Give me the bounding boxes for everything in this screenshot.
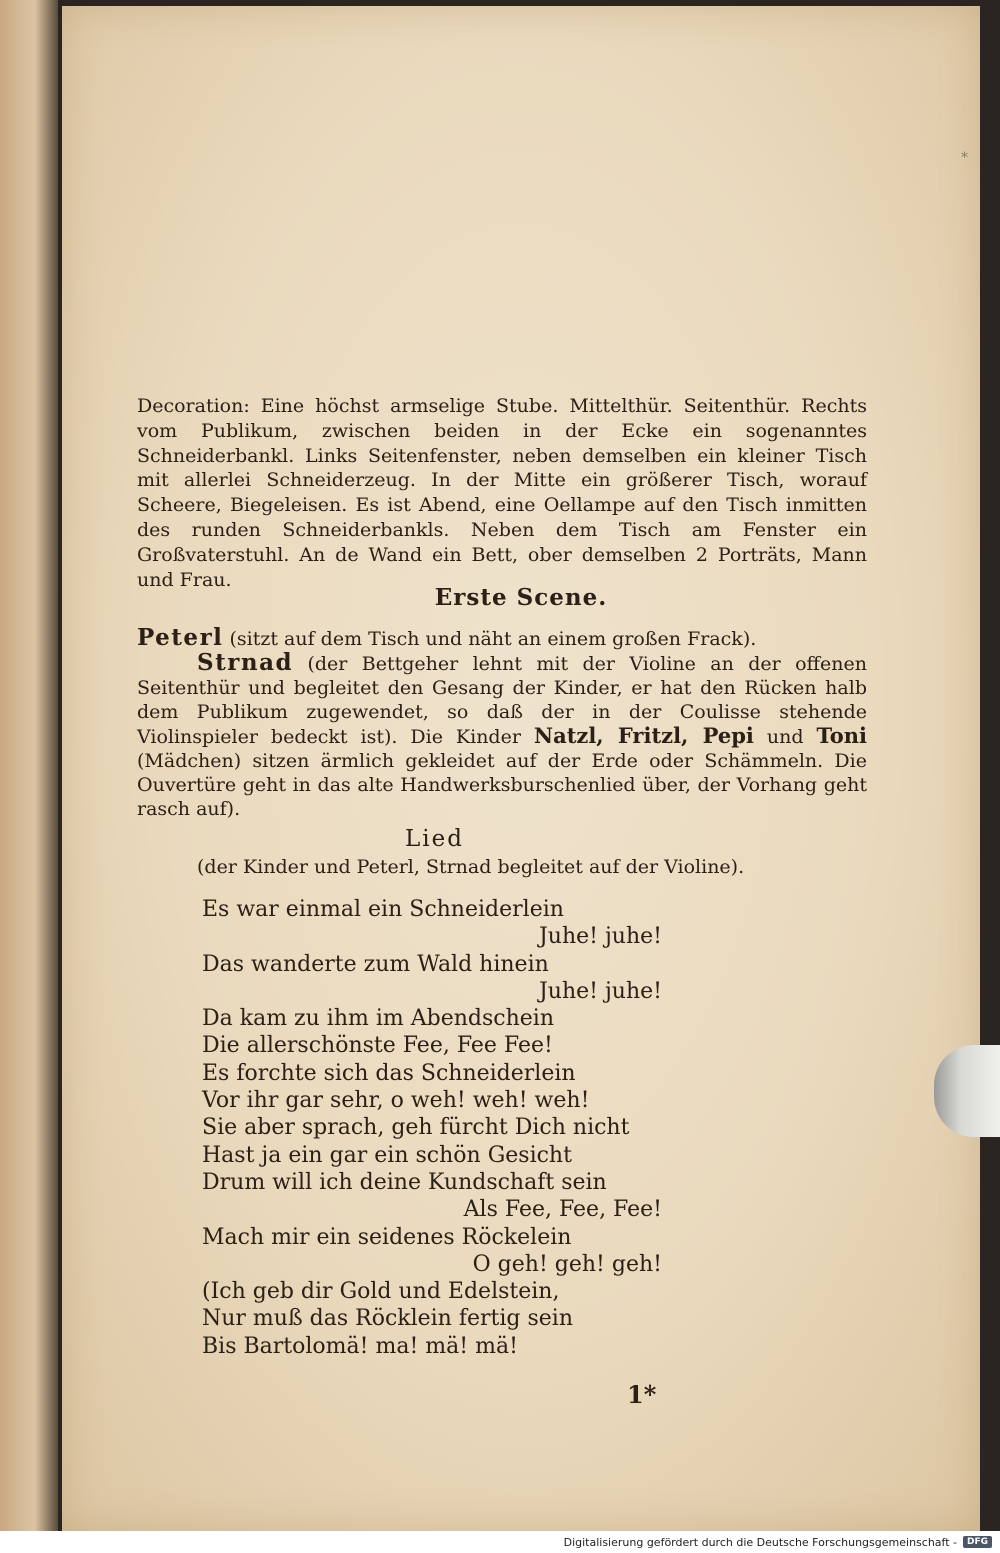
verse-line: Da kam zu ihm im Abendschein bbox=[202, 1006, 554, 1032]
verse-line: Drum will ich deine Kundschaft sein bbox=[202, 1169, 607, 1195]
character-name-peterl: Peterl bbox=[137, 624, 224, 651]
verse-line: Als Fee, Fee, Fee! bbox=[463, 1197, 662, 1223]
character-name-strnad: Strnad bbox=[197, 649, 294, 676]
scanner-clip bbox=[934, 1045, 1000, 1137]
stage-direction bbox=[137, 394, 867, 592]
character-name-toni: Toni bbox=[816, 723, 867, 748]
peterl-line bbox=[137, 626, 867, 651]
dfg-logo: DFG bbox=[963, 1536, 992, 1548]
verse-line: Hast ja ein gar ein schön Gesicht bbox=[202, 1142, 572, 1168]
scanned-page bbox=[62, 6, 980, 1531]
adjacent-page-edge bbox=[0, 0, 58, 1540]
verse-line: Mach mir ein seidenes Röckelein bbox=[202, 1224, 572, 1250]
page-corner-mark: * bbox=[961, 150, 968, 166]
verse-line: Das wanderte zum Wald hinein bbox=[202, 951, 549, 977]
verse-line: Sie aber sprach, geh fürcht Dich nicht bbox=[202, 1115, 630, 1141]
verse-line: Juhe! juhe! bbox=[538, 978, 662, 1004]
funding-notice: Digitalisierung gefördert durch die Deutsche Forschungsgemeinschaft - bbox=[563, 1535, 957, 1549]
strnad-line bbox=[137, 651, 867, 821]
verse-line: Es war einmal ein Schneiderlein bbox=[202, 897, 564, 922]
verse-line: Es forchte sich das Schneiderlein bbox=[202, 1060, 576, 1086]
song-verse bbox=[202, 896, 662, 1360]
verse-line: (Ich geb dir Gold und Edelstein, bbox=[202, 1279, 560, 1305]
song-subtitle: (der Kinder und Peterl, Strnad begleitet auf der Violine). bbox=[197, 856, 745, 878]
verse-line: Nur muß das Röcklein fertig sein bbox=[202, 1306, 573, 1332]
scene-title: Erste Scene. bbox=[434, 584, 608, 611]
strnad-direction: (der Bettgeher lehnt mit der Violine an der offenen Seitenthür und begleitet den Gesang der Kinder, er hat den Rücken halb dem Publikum zugewendet, so daß der in der Coulisse stehende Violinspieler bedeckt ist). Die Kinder bbox=[137, 653, 867, 748]
stage-direction-text: Decoration: Eine höchst armselige Stube. Mittelthür. Seitenthür. Rechts vom Publikum, zwischen beiden in der Ecke ein sogenanntes Schneiderbankl. Links Seitenfenster, neben demselben ein kleiner Tisch mit allerlei Schneiderzeug. In der Mitte ein größerer Tisch, worauf Scheere, Biegeleisen. Es ist Abend, eine Oellampe auf den Tisch inmitten des runden Schneiderbankls. Neben dem Tisch am Fenster ein Großvaterstuhl. An de Wand ein Bett, ober demselben 2 Porträts, Mann und Frau. bbox=[137, 395, 867, 591]
song-title: Lied bbox=[405, 826, 464, 852]
page-number: 1* bbox=[627, 1380, 657, 1409]
verse-line: Vor ihr gar sehr, o weh! weh! weh! bbox=[202, 1088, 590, 1114]
und-word: und bbox=[766, 726, 804, 748]
footer-bar bbox=[0, 1531, 1000, 1553]
verse-line: Die allerschönste Fee, Fee Fee! bbox=[202, 1033, 553, 1059]
verse-line: Bis Bartolomä! ma! mä! mä! bbox=[202, 1333, 518, 1359]
children-names: Natzl, Fritzl, Pepi bbox=[533, 723, 754, 748]
verse-line: O geh! geh! geh! bbox=[472, 1251, 662, 1277]
strnad-direction-continued: (Mädchen) sitzen ärmlich gekleidet auf der Erde oder Schämmeln. Die Ouvertüre geht in das alte Handwerksburschenlied über, der Vorhang geht rasch auf). bbox=[137, 750, 867, 820]
peterl-direction: (sitzt auf dem Tisch und näht an einem großen Frack). bbox=[229, 628, 757, 650]
cast-description bbox=[137, 626, 867, 821]
verse-line: Juhe! juhe! bbox=[538, 924, 662, 950]
